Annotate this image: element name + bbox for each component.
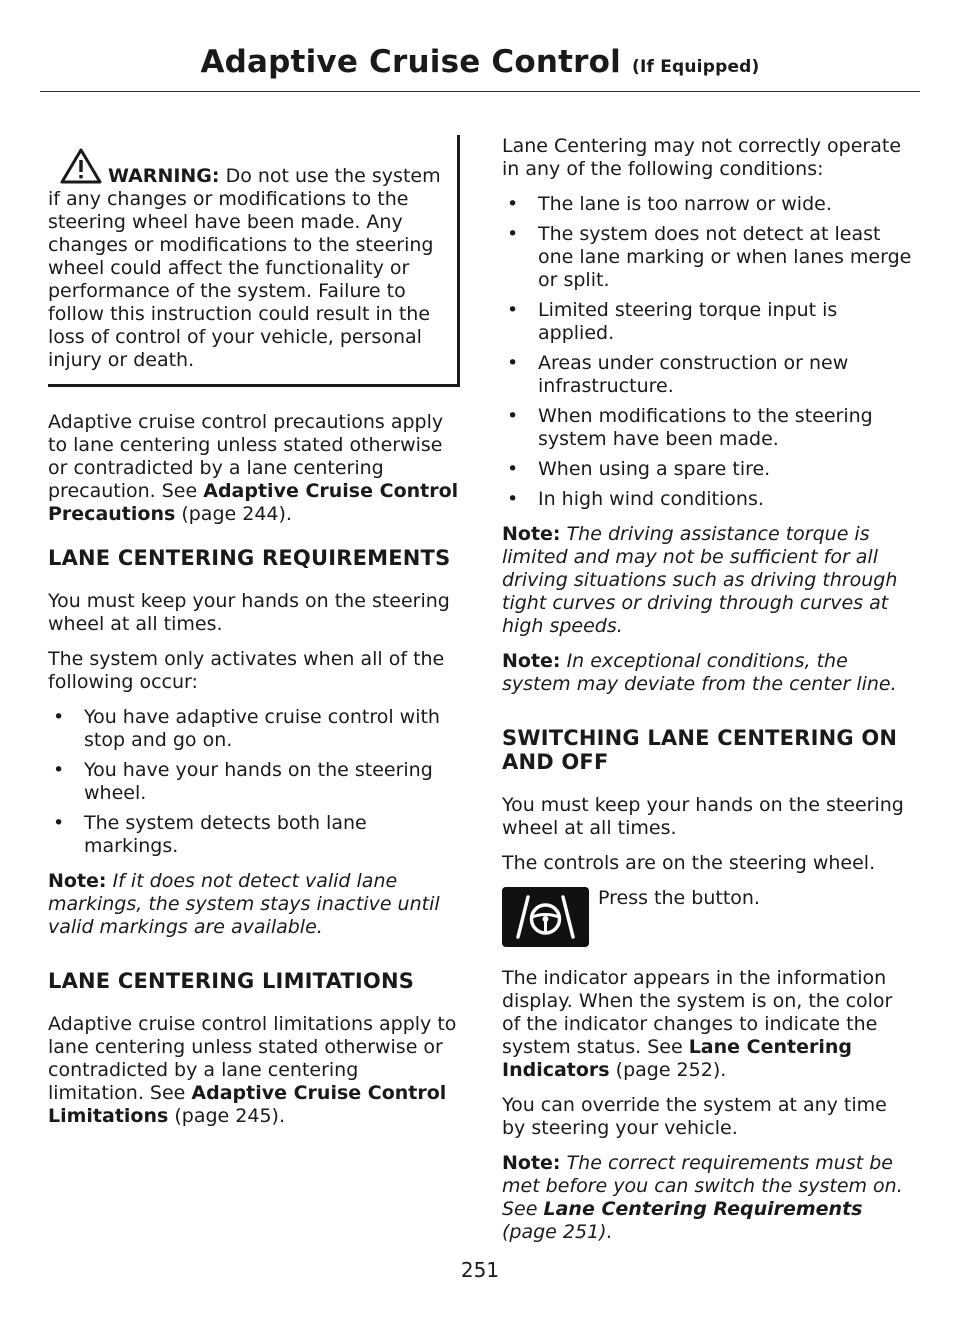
warning-triangle-icon [60, 147, 102, 185]
list-item: • The lane is too narrow or wide. [507, 193, 832, 215]
switching-note: Note: The correct requirements must be met before you can switch the system on. See Lane Centering Requirements (page 251). [502, 1152, 903, 1243]
switching-p4: You can override the system at any time by steering your vehicle. [502, 1094, 887, 1139]
switching-p2: The controls are on the steering wheel. [502, 852, 876, 874]
conditions-list [502, 193, 914, 511]
requirements-heading: LANE CENTERING REQUIREMENTS [48, 546, 451, 570]
precautions-link[interactable]: Adaptive Cruise Control Precautions [48, 480, 459, 525]
list-item: • The system does not detect at least one lane marking or when lanes merge or split. [507, 223, 912, 291]
warning-body: Do not use the system if any changes or modifications to the steering wheel have been made. Any changes or modifications to the steering wheel could affect the functionality or performance of the system. Failure to follow this instruction could result in the loss of control of your vehicle, personal injury or death. [48, 165, 441, 371]
list-item: • When using a spare tire. [507, 458, 771, 480]
lane-centering-icon [502, 887, 589, 947]
title-text: Adaptive Cruise Control [200, 44, 621, 80]
switching-p3: The indicator appears in the information display. When the system is on, the color of the indicator changes to indicate the system status. See Lane Centering Indicators (page 252). [502, 967, 893, 1081]
title-suffix: (If Equipped) [631, 57, 760, 77]
requirements-p1: You must keep your hands on the steering wheel at all times. [48, 590, 450, 635]
conditions-note-2: Note: In exceptional conditions, the system may deviate from the center line. [502, 650, 897, 695]
limitations-link[interactable]: Adaptive Cruise Control Limitations [48, 1082, 447, 1127]
list-item: • You have adaptive cruise control with stop and go on. [53, 706, 440, 751]
list-item: • When modifications to the steering system have been made. [507, 405, 873, 450]
list-item: • The system detects both lane markings. [53, 812, 367, 857]
left-column [48, 135, 460, 1140]
warning-text [48, 165, 447, 372]
button-row [502, 887, 914, 951]
warning-label: WARNING: [108, 165, 220, 187]
warning-box [48, 135, 460, 387]
conditions-note-1: Note: The driving assistance torque is limited and may not be sufficient for all driving situations such as driving through tight curves or driving through curves at high speeds. [502, 523, 898, 637]
conditions-intro: Lane Centering may not correctly operate in any of the following conditions: [502, 135, 902, 180]
page-title [0, 44, 960, 80]
switching-p1: You must keep your hands on the steering wheel at all times. [502, 794, 904, 839]
page-number: 251 [460, 1258, 500, 1282]
requirements-link[interactable]: Lane Centering Requirements [543, 1198, 863, 1220]
press-button-text: Press the button. [598, 887, 760, 909]
list-item: • In high wind conditions. [507, 488, 764, 510]
limitations-heading: LANE CENTERING LIMITATIONS [48, 969, 415, 993]
limitations-paragraph: Adaptive cruise control limitations apply to lane centering unless stated otherwise or contradicted by a lane centering limitation. See Adaptive Cruise Control Limitations (page 245). [48, 1013, 457, 1127]
list-item: • Limited steering torque input is applied. [507, 299, 838, 344]
requirements-note: Note: If it does not detect valid lane markings, the system stays inactive until valid markings are available. [48, 870, 440, 938]
switching-heading: SWITCHING LANE CENTERING ON AND OFF [502, 726, 898, 774]
requirements-list [48, 706, 460, 858]
requirements-p2: The system only activates when all of the following occur: [48, 648, 445, 693]
list-item: • You have your hands on the steering wheel. [53, 759, 433, 804]
intro-paragraph: Adaptive cruise control precautions apply to lane centering unless stated otherwise or contradicted by a lane centering precaution. See Adaptive Cruise Control Precautions (page 244). [48, 411, 459, 525]
indicators-link[interactable]: Lane Centering Indicators [502, 1036, 852, 1081]
list-item: • Areas under construction or new infrastructure. [507, 352, 849, 397]
right-column [502, 135, 914, 1256]
header-rule [40, 91, 920, 92]
